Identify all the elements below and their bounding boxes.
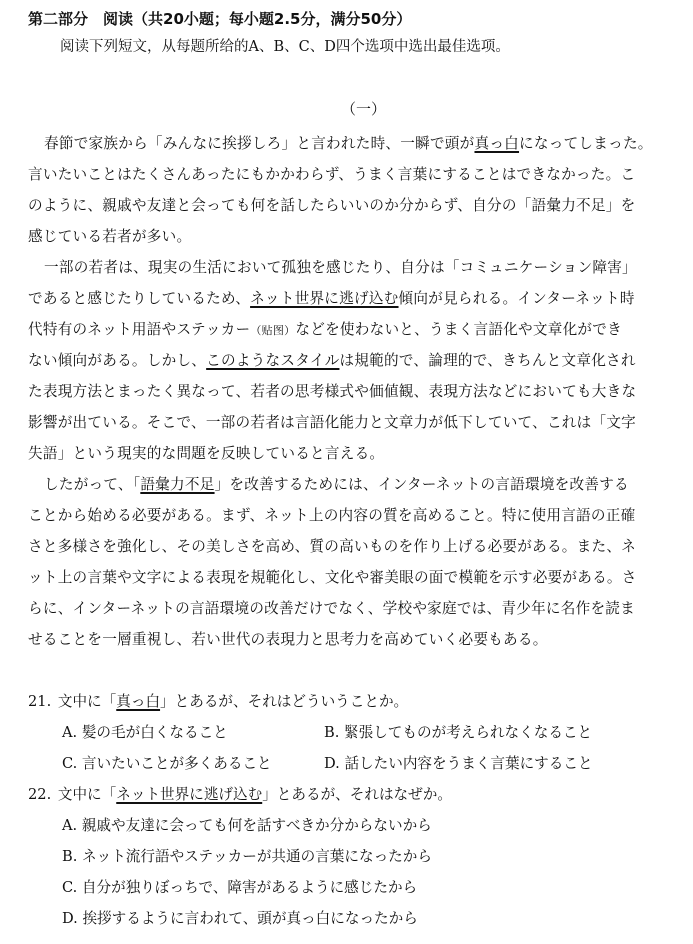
question-number: 21. [28, 693, 52, 710]
text-line: らに、インターネットの言語環境の改善だけでなく、学校や家庭では、青少年に名作を読ま [28, 600, 635, 617]
text-span: 文中に「 [57, 693, 117, 710]
underlined-phrase: 真っ白 [116, 693, 161, 710]
option-d[interactable]: D. 話したい内容をうまく言葉にすること [324, 755, 593, 772]
text-span: などを使わないと、うまく言語化や文章化ができ [295, 321, 622, 338]
text-span: 春節で家族から「みんなに挨拶しろ」と言われた時、一瞬で頭が [44, 135, 475, 152]
text-span: であると感じたりしているため、 [28, 290, 251, 307]
text-line: 影響が出ている。そこで、一部の若者は言語化能力と文章力が低下していて、これは「文字 [28, 414, 637, 431]
text-span: 文中に「 [57, 786, 117, 803]
text-line: ことから始める必要がある。まず、ネット上の内容の質を高めること。特に使用言語の正確 [28, 507, 636, 524]
option-a[interactable]: A. 親戚や友達に会っても何を話すべきか分からないから [62, 817, 432, 834]
underlined-phrase-style: このようなスタイル [206, 352, 340, 369]
option-b[interactable]: B. 緊張してものが考えられなくなること [324, 724, 593, 741]
text-line: た表現方法とまったく異なって、若者の思考様式や価値観、表現方法などにおいても大きな [28, 383, 637, 400]
option-b[interactable]: B. ネット流行語やステッカーが共通の言葉になったから [62, 848, 432, 865]
passage-number: （一） [340, 100, 386, 118]
text-span: 傾向が見られる。インターネット時 [398, 290, 635, 307]
text-span: 」とあるが、それはなぜか。 [262, 786, 452, 803]
question-stem [28, 686, 675, 717]
option-row [28, 748, 675, 779]
text-line: さと多様さを強化し、その美しさを高め、質の高いものを作り上げる必要がある。また、ネ [28, 538, 637, 555]
text-line: 感じている若者が多い。 [28, 228, 192, 245]
text-span: になってしまった。 [519, 135, 653, 152]
question-21 [28, 686, 675, 779]
text-line [28, 469, 675, 500]
question-22 [28, 779, 675, 934]
option-row [28, 717, 675, 748]
passage-paragraph-1 [28, 128, 675, 252]
chinese-gloss-note: （贴图） [250, 324, 296, 337]
option-c[interactable]: C. 言いたいことが多くあること [62, 755, 272, 772]
text-span: 代特有のネット用語やステッカー [28, 321, 251, 338]
passage-paragraph-2 [28, 252, 675, 469]
text-span: したがって、「 [44, 476, 141, 493]
text-line [28, 283, 675, 314]
underlined-phrase: ネット世界に逃げ込む [116, 786, 263, 803]
question-stem [28, 779, 675, 810]
text-line: ット上の言葉や文字による表現を規範化し、文化や審美眼の面で模範を示す必要がある。さ [28, 569, 637, 586]
questions-section [28, 686, 675, 934]
text-line [28, 128, 675, 159]
option-d[interactable]: D. 挨拶するように言われて、頭が真っ白になったから [62, 910, 418, 927]
text-line: 一部の若者は、現実の生活において孤独を感じたり、自分は「コミュニケーション障害」 [44, 259, 637, 276]
text-line [28, 345, 675, 376]
text-span: 」を改善するためには、インターネットの言語環境を改善する [214, 476, 629, 493]
underlined-phrase-makkashiro: 真っ白 [474, 135, 520, 152]
instruction-text: 阅读下列短文，从每题所给的A、B、C、D四个选项中选出最佳选项。 [60, 39, 510, 55]
text-line [28, 314, 675, 345]
text-line: のように、親戚や友達と会っても何を話したらいいのか分からず、自分の「語彙力不足」を [28, 197, 636, 214]
passage-paragraph-3 [28, 469, 675, 655]
text-line: 失語」という現実的な問題を反映していると言える。 [28, 445, 385, 462]
text-span: は規範的で、論理的で、きちんと文章化され [339, 352, 636, 369]
section-title: 第二部分 阅读（共20小题；每小题2.5分，满分50分） [28, 10, 412, 28]
text-span: ない傾向がある。しかし、 [28, 352, 207, 369]
text-span: 」とあるが、それはどういうことか。 [160, 693, 409, 710]
underlined-phrase-goiryoku: 語彙力不足 [140, 476, 215, 493]
text-line: 言いたいことはたくさんあったにもかかわらず、うまく言葉にすることはできなかった。こ [28, 166, 636, 183]
option-a[interactable]: A. 髪の毛が白くなること [62, 724, 228, 741]
question-number: 22. [28, 786, 52, 803]
underlined-phrase-net-sekai: ネット世界に逃げ込む [250, 290, 399, 307]
text-line: せることを一層重視し、若い世代の表現力と思考力を高めていく必要もある。 [28, 631, 548, 648]
option-c[interactable]: C. 自分が独りぼっちで、障害があるように感じたから [62, 879, 418, 896]
